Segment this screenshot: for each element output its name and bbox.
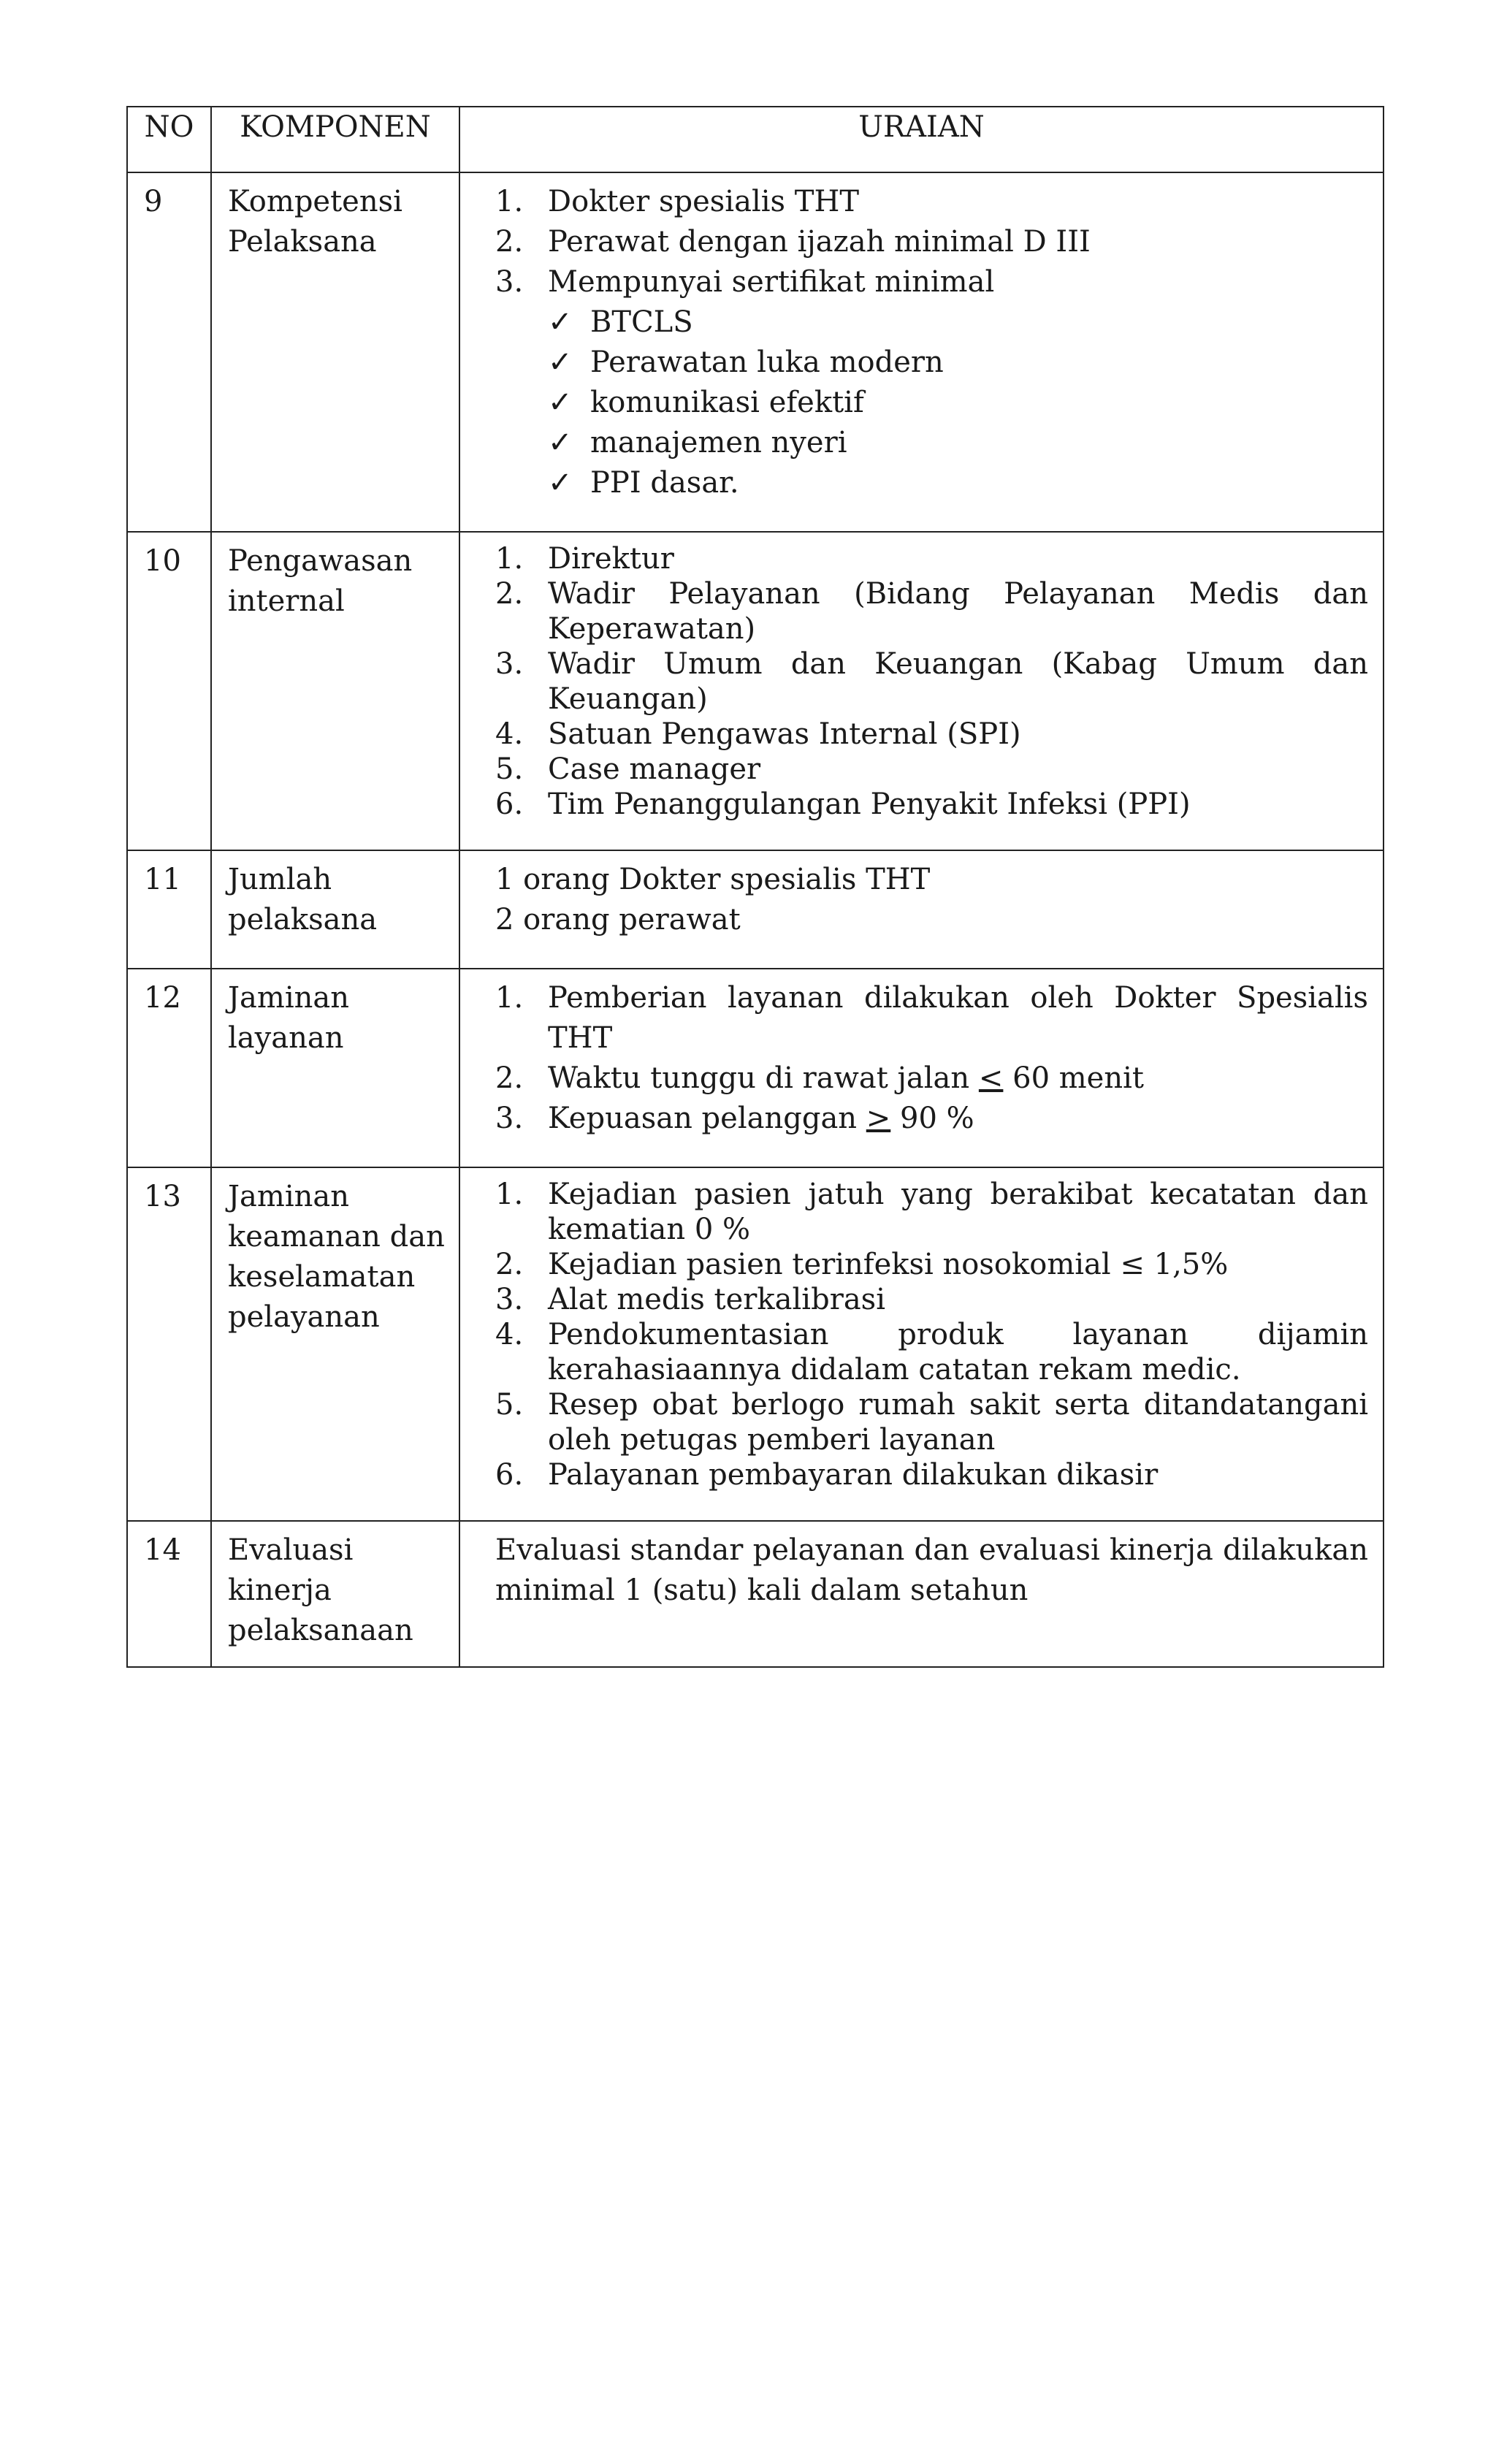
checkmark-icon: ✓ <box>548 426 573 459</box>
row-description <box>459 172 1384 532</box>
component-label: Jaminan <box>228 1180 349 1213</box>
description-line: 1 orang Dokter spesialis THT <box>495 863 931 896</box>
list-item: 5. Resep obat berlogo rumah sakit serta ditandatangani oleh petugas pemberi layanan <box>495 1388 1368 1457</box>
row-number: 11 <box>127 850 211 969</box>
component-label: Pelaksana <box>228 225 377 259</box>
component-label: pelaksana <box>228 903 378 937</box>
header-uraian: URAIAN <box>459 107 1384 172</box>
component-label: Jaminan <box>228 981 349 1015</box>
list-item: 4. Satuan Pengawas Internal (SPI) <box>495 717 1021 751</box>
component-label: Pengawasan <box>228 544 413 578</box>
list-item: 1. Pemberian layanan dilakukan oleh Dokter Spesialis THT <box>495 981 1368 1055</box>
table-row <box>127 969 1384 1167</box>
list-item: 2. Kejadian pasien terinfeksi nosokomial ≤ 1,5% <box>495 1248 1229 1281</box>
row-number: 14 <box>127 1521 211 1667</box>
row-component <box>211 532 459 850</box>
list-item: 3. Wadir Umum dan Keuangan (Kabag Umum dan Keuangan) <box>495 647 1368 716</box>
component-label: keselamatan <box>228 1260 416 1294</box>
row-component <box>211 850 459 969</box>
row-description <box>459 850 1384 969</box>
row-number: 10 <box>127 532 211 850</box>
component-label: Kompetensi <box>228 185 402 218</box>
row-number: 13 <box>127 1167 211 1521</box>
list-item: 2. Waktu tunggu di rawat jalan < 60 menit <box>495 1061 1144 1095</box>
list-item: 3. Alat medis terkalibrasi <box>495 1283 885 1316</box>
checklist-item: ✓ manajemen nyeri <box>548 423 1368 463</box>
row-number: 12 <box>127 969 211 1167</box>
list-item: 1. Dokter spesialis THT <box>495 185 860 218</box>
table-row <box>127 532 1384 850</box>
component-label: pelaksanaan <box>228 1614 413 1647</box>
checklist-item: ✓ Perawatan luka modern <box>548 343 1368 383</box>
table-row <box>127 1167 1384 1521</box>
component-label: internal <box>228 584 345 618</box>
list-item: 3. Kepuasan pelanggan > 90 % <box>495 1102 974 1135</box>
list-item: 6. Tim Penanggulangan Penyakit Infeksi (PPI) <box>495 787 1191 821</box>
table-row <box>127 850 1384 969</box>
row-component <box>211 969 459 1167</box>
checklist-item: ✓ BTCLS <box>548 302 1368 343</box>
checklist-item: ✓ PPI dasar. <box>548 463 1368 503</box>
row-component <box>211 1167 459 1521</box>
component-label: pelayanan <box>228 1300 380 1334</box>
checkmark-icon: ✓ <box>548 386 573 419</box>
row-description <box>459 532 1384 850</box>
component-label: layanan <box>228 1021 344 1055</box>
component-label: Evaluasi <box>228 1533 354 1567</box>
description-line: Evaluasi standar pelayanan dan evaluasi kinerja dilakukan minimal 1 (satu) kali dalam setahun <box>495 1533 1368 1607</box>
row-description <box>459 1167 1384 1521</box>
checkmark-icon: ✓ <box>548 466 573 500</box>
component-label: keamanan dan <box>228 1220 445 1254</box>
row-component <box>211 1521 459 1667</box>
list-item: 1. Kejadian pasien jatuh yang berakibat kecatatan dan kematian 0 % <box>495 1178 1368 1246</box>
description-line: 2 orang perawat <box>495 903 741 937</box>
row-number: 9 <box>127 172 211 532</box>
checkmark-icon: ✓ <box>548 346 573 379</box>
header-no: NO <box>127 107 211 172</box>
table-row <box>127 1521 1384 1667</box>
list-item: 3. Mempunyai sertifikat minimal <box>495 265 995 299</box>
row-description <box>459 1521 1384 1667</box>
component-label: Jumlah <box>228 863 332 896</box>
list-item: 5. Case manager <box>495 752 761 786</box>
list-item: 2. Perawat dengan ijazah minimal D III <box>495 225 1091 259</box>
component-label: kinerja <box>228 1574 332 1607</box>
checkmark-icon: ✓ <box>548 305 573 339</box>
checklist-item: ✓ komunikasi efektif <box>548 383 1368 423</box>
table-header-row <box>127 107 1384 172</box>
row-component <box>211 172 459 532</box>
standard-table <box>126 106 1384 1668</box>
list-item: 1. Direktur <box>495 542 674 576</box>
list-item: 6. Palayanan pembayaran dilakukan dikasir <box>495 1458 1159 1492</box>
list-item: 4. Pendokumentasian produk layanan dijamin kerahasiaannya didalam catatan rekam medic. <box>495 1318 1368 1387</box>
list-item: 2. Wadir Pelayanan (Bidang Pelayanan Medis dan Keperawatan) <box>495 577 1368 646</box>
row-description <box>459 969 1384 1167</box>
table-row <box>127 172 1384 532</box>
header-komponen: KOMPONEN <box>211 107 459 172</box>
